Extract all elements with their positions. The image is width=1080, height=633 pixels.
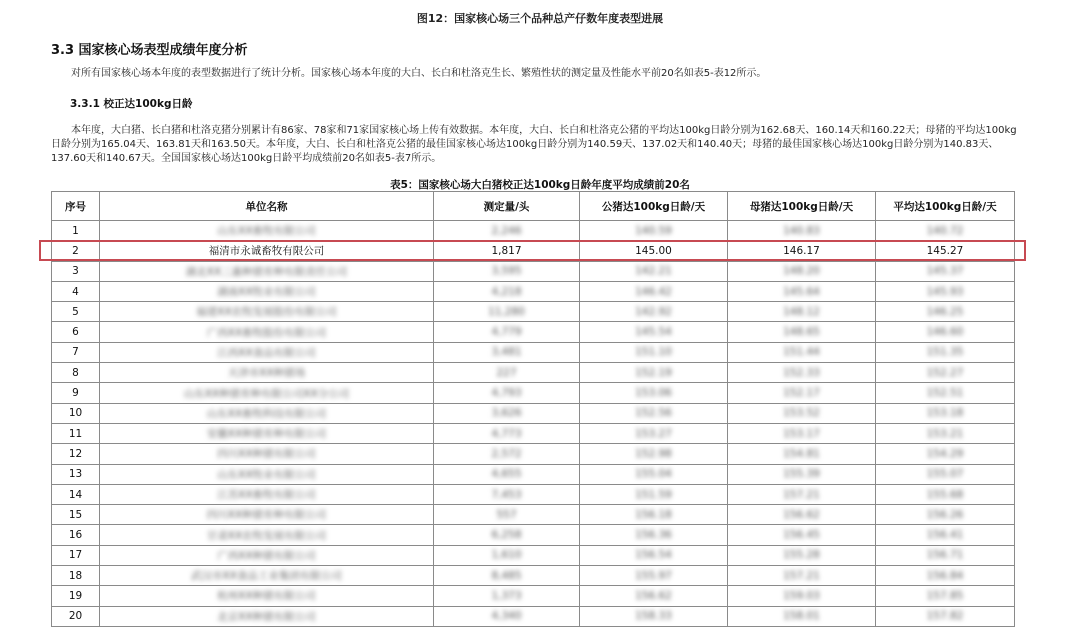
blurred-value: 152.56: [635, 407, 672, 420]
cell-unit-name: [100, 403, 434, 423]
table-row: [52, 403, 1015, 423]
blurred-value: 159.03: [783, 589, 820, 602]
table-row: [52, 423, 1015, 443]
blurred-value: 158.01: [783, 610, 820, 623]
cell-avg-days: [876, 484, 1015, 504]
blurred-value: 江西XX食品有限公司: [217, 346, 316, 359]
blurred-value: 杭州XX种猪有限公司: [217, 590, 316, 603]
cell-unit-name: [100, 586, 434, 606]
table-header-row: [52, 192, 1015, 221]
blurred-value: 140.83: [783, 224, 820, 237]
blurred-value: 151.44: [783, 346, 820, 359]
blurred-value: 7,453: [491, 488, 522, 501]
blurred-value: 151.35: [926, 346, 964, 359]
table-row: [52, 505, 1015, 525]
blurred-value: 151.10: [635, 346, 672, 359]
cell-avg-days: [876, 221, 1015, 241]
cell-sow-days: [728, 464, 876, 484]
blurred-value: 156.36: [635, 529, 672, 542]
blurred-value: 153.52: [783, 407, 820, 420]
cell-avg-days: [876, 586, 1015, 606]
cell-count: [434, 423, 580, 443]
cell-unit-name: [100, 505, 434, 525]
blurred-value: 8,485: [491, 569, 522, 582]
blurred-value: 4,793: [491, 387, 522, 400]
cell-count: [434, 403, 580, 423]
blurred-value: 156.18: [635, 508, 672, 521]
table-row: [52, 281, 1015, 301]
cell-avg-days: [876, 606, 1015, 626]
blurred-value: 北京XX种猪有限公司: [217, 610, 316, 623]
blurred-value: 天津市XX种猪场: [227, 367, 306, 380]
cell-unit-name: [100, 444, 434, 464]
cell-sow-days: [728, 281, 876, 301]
cell-rank: 19: [52, 586, 100, 606]
blurred-value: 140.72: [926, 224, 964, 237]
cell-unit-name: [100, 302, 434, 322]
intro-paragraph: 对所有国家核心场本年度的表型数据进行了统计分析。国家核心场本年度的大白、长白和杜洛克生长、繁殖性状的测定量及性能水平前20名如表5-表12所示。: [71, 68, 767, 79]
cell-unit-name: [100, 484, 434, 504]
cell-count: [434, 464, 580, 484]
cell-boar-days: [580, 383, 728, 403]
table-row: [52, 342, 1015, 362]
table-row: [52, 525, 1015, 545]
table-row: [52, 322, 1015, 342]
cell-rank: 8: [52, 363, 100, 383]
blurred-value: 156.45: [783, 529, 820, 542]
table-row: [52, 484, 1015, 504]
blurred-value: 湖南XX牧业有限公司: [217, 286, 316, 299]
cell-boar-days: [580, 586, 728, 606]
cell-boar-days: 145.00: [580, 241, 728, 261]
blurred-value: 6,258: [491, 529, 522, 542]
blurred-value: 153.21: [926, 427, 964, 440]
blurred-value: 153.06: [635, 387, 672, 400]
cell-avg-days: [876, 261, 1015, 281]
cell-sow-days: [728, 403, 876, 423]
cell-rank: 13: [52, 464, 100, 484]
cell-sow-days: [728, 383, 876, 403]
blurred-value: 152.17: [783, 387, 820, 400]
cell-rank: 4: [52, 281, 100, 301]
cell-unit-name: [100, 606, 434, 626]
cell-avg-days: [876, 383, 1015, 403]
blurred-value: 156.62: [635, 589, 672, 602]
blurred-value: 140.59: [635, 224, 672, 237]
blurred-value: 153.27: [635, 427, 672, 440]
cell-boar-days: [580, 342, 728, 362]
cell-sow-days: [728, 302, 876, 322]
cell-sow-days: [728, 423, 876, 443]
cell-boar-days: [580, 545, 728, 565]
cell-rank: 18: [52, 566, 100, 586]
blurred-value: 153.17: [783, 427, 820, 440]
blurred-value: 11,280: [488, 305, 525, 318]
blurred-value: 142.21: [635, 265, 672, 278]
cell-boar-days: [580, 403, 728, 423]
cell-sow-days: [728, 322, 876, 342]
blurred-value: 152.51: [926, 387, 964, 400]
cell-boar-days: [580, 423, 728, 443]
blurred-value: 湖北XX三惠种猪育种有限责任公司: [185, 265, 348, 278]
blurred-value: 146.42: [635, 285, 672, 298]
cell-rank: 16: [52, 525, 100, 545]
blurred-value: 4,773: [491, 427, 522, 440]
cell-boar-days: [580, 363, 728, 383]
subsection-title: 3.3.1 校正达100kg日龄: [70, 98, 193, 110]
cell-sow-days: [728, 505, 876, 525]
cell-rank: 17: [52, 545, 100, 565]
cell-boar-days: [580, 261, 728, 281]
cell-rank: 5: [52, 302, 100, 322]
cell-unit-name: [100, 363, 434, 383]
cell-count: [434, 606, 580, 626]
blurred-value: 157.85: [926, 589, 964, 602]
cell-rank: 14: [52, 484, 100, 504]
cell-avg-days: 145.27: [876, 241, 1015, 261]
table-caption: 表5：国家核心场大白猪校正达100kg日龄年度平均成绩前20名: [390, 179, 690, 191]
cell-sow-days: [728, 484, 876, 504]
blurred-value: 155.04: [635, 468, 672, 481]
cell-avg-days: [876, 403, 1015, 423]
blurred-value: 广西XX畜牧股份有限公司: [206, 326, 327, 339]
blurred-value: 157.21: [783, 569, 820, 582]
ranking-table: [51, 191, 1015, 627]
cell-count: [434, 221, 580, 241]
table-row: [52, 444, 1015, 464]
blurred-value: 157.21: [783, 488, 820, 501]
blurred-value: 227: [496, 366, 517, 379]
cell-avg-days: [876, 545, 1015, 565]
blurred-value: 四川XX种猪有限公司: [217, 448, 316, 461]
blurred-value: 155.68: [926, 488, 964, 501]
blurred-value: 山东XX种猪育种有限公司XX分公司: [183, 387, 350, 400]
blurred-value: 广西XX种猪有限公司: [217, 549, 316, 562]
table-row: [52, 221, 1015, 241]
blurred-value: 四川XX种猪育种有限公司: [206, 509, 327, 522]
blurred-value: 3,626: [491, 407, 522, 420]
table-row: [52, 545, 1015, 565]
blurred-value: 甘肃XX农牧发展有限公司: [206, 529, 327, 542]
blurred-value: 156.84: [926, 569, 964, 582]
cell-sow-days: [728, 606, 876, 626]
cell-rank: 1: [52, 221, 100, 241]
blurred-value: 山东XX畜牧有限公司: [217, 225, 316, 238]
cell-rank: 20: [52, 606, 100, 626]
blurred-value: 146.60: [926, 326, 964, 339]
cell-rank: 15: [52, 505, 100, 525]
blurred-value: 146.25: [926, 305, 964, 318]
cell-sow-days: [728, 545, 876, 565]
cell-unit-name: [100, 342, 434, 362]
cell-rank: 11: [52, 423, 100, 443]
cell-count: [434, 484, 580, 504]
blurred-value: 武汉市XX食品工业集团有限公司: [191, 570, 342, 583]
header-sow-days: 母猪达100kg日龄/天: [728, 192, 876, 221]
header-avg-days: 平均达100kg日龄/天: [876, 192, 1015, 221]
cell-count: [434, 444, 580, 464]
table-row: [52, 566, 1015, 586]
cell-boar-days: [580, 302, 728, 322]
cell-boar-days: [580, 322, 728, 342]
cell-boar-days: [580, 606, 728, 626]
cell-boar-days: [580, 281, 728, 301]
cell-unit-name: [100, 221, 434, 241]
cell-sow-days: [728, 525, 876, 545]
blurred-value: 156.26: [926, 508, 964, 521]
blurred-value: 152.98: [635, 447, 672, 460]
cell-sow-days: [728, 566, 876, 586]
cell-sow-days: [728, 363, 876, 383]
cell-rank: 9: [52, 383, 100, 403]
blurred-value: 江苏XX畜牧有限公司: [217, 489, 316, 501]
blurred-value: 155.97: [635, 569, 672, 582]
blurred-value: 156.62: [783, 508, 820, 521]
blurred-value: 151.59: [635, 488, 672, 501]
blurred-value: 1,610: [491, 549, 522, 562]
cell-rank: 10: [52, 403, 100, 423]
cell-count: [434, 322, 580, 342]
cell-avg-days: [876, 505, 1015, 525]
header-boar-days: 公猪达100kg日龄/天: [580, 192, 728, 221]
header-rank: 序号: [52, 192, 100, 221]
cell-avg-days: [876, 423, 1015, 443]
cell-avg-days: [876, 281, 1015, 301]
cell-avg-days: [876, 525, 1015, 545]
cell-avg-days: [876, 363, 1015, 383]
blurred-value: 山东XX牧业有限公司: [217, 468, 316, 481]
blurred-value: 2,572: [491, 447, 522, 460]
cell-avg-days: [876, 302, 1015, 322]
header-unit-name: 单位名称: [100, 192, 434, 221]
cell-boar-days: [580, 505, 728, 525]
blurred-value: 4,218: [491, 285, 522, 298]
cell-boar-days: [580, 566, 728, 586]
cell-boar-days: [580, 484, 728, 504]
cell-unit-name: [100, 383, 434, 403]
cell-sow-days: [728, 221, 876, 241]
cell-unit-name: [100, 281, 434, 301]
table-row: [52, 363, 1015, 383]
figure-caption: 图12：国家核心场三个品种总产仔数年度表型进展: [416, 12, 664, 25]
blurred-value: 154.81: [783, 447, 820, 460]
cell-unit-name: [100, 525, 434, 545]
blurred-value: 142.92: [635, 305, 672, 318]
blurred-value: 148.12: [783, 305, 820, 318]
blurred-value: 155.07: [926, 468, 964, 481]
blurred-value: 145.54: [635, 326, 672, 339]
cell-rank: 6: [52, 322, 100, 342]
blurred-value: 145.64: [783, 285, 820, 298]
cell-sow-days: 146.17: [728, 241, 876, 261]
cell-avg-days: [876, 444, 1015, 464]
blurred-value: 155.28: [783, 549, 820, 562]
table-row: [52, 261, 1015, 281]
cell-unit-name: 福清市永诚畜牧有限公司: [100, 241, 434, 261]
cell-boar-days: [580, 525, 728, 545]
blurred-value: 152.19: [635, 366, 672, 379]
blurred-value: 福建XX农牧发展股份有限公司: [196, 306, 337, 319]
blurred-value: 152.27: [926, 366, 964, 379]
cell-unit-name: [100, 261, 434, 281]
cell-avg-days: [876, 566, 1015, 586]
table-row: [52, 383, 1015, 403]
cell-count: [434, 261, 580, 281]
body-paragraph: 本年度，大白猪、长白猪和杜洛克猪分别累计有86家、78家和71家国家核心场上传有效数据。本年度，大白、长白和杜洛克公猪的平均达100kg日龄分别为162.68天、160.14天和160.22天；母猪的平均达100kg日龄分别为165.04天、163.81天和163.50天。本年度，大白、长白和杜洛克公猪的最佳国家核心场达100kg日龄分别为140.59天、137.02天和140.40天；母猪的最佳国家核心场达100kg日龄分别为140.83天、137.60天和140.67天。全国国家核心场达100kg日龄平均成绩前20名如表5-表7所示。: [51, 125, 1017, 164]
table-row: [52, 464, 1015, 484]
blurred-value: 153.18: [926, 407, 964, 420]
cell-count: [434, 342, 580, 362]
cell-count: [434, 383, 580, 403]
cell-unit-name: [100, 423, 434, 443]
cell-avg-days: [876, 342, 1015, 362]
cell-count: [434, 586, 580, 606]
blurred-value: 安徽XX种猪育种有限公司: [206, 428, 327, 441]
cell-count: 1,817: [434, 241, 580, 261]
cell-rank: 3: [52, 261, 100, 281]
blurred-value: 3,595: [491, 265, 522, 278]
blurred-value: 1,373: [491, 589, 522, 602]
blurred-value: 4,655: [491, 468, 522, 481]
blurred-value: 4,779: [491, 326, 522, 339]
cell-rank: 2: [52, 241, 100, 261]
cell-count: [434, 302, 580, 322]
cell-count: [434, 566, 580, 586]
table-row: [52, 586, 1015, 606]
cell-count: [434, 545, 580, 565]
section-title: 3.3 国家核心场表型成绩年度分析: [51, 43, 248, 58]
cell-boar-days: [580, 221, 728, 241]
blurred-value: 山东XX畜牧科技有限公司: [206, 407, 327, 420]
table-row-highlighted: [52, 241, 1015, 261]
cell-avg-days: [876, 322, 1015, 342]
cell-boar-days: [580, 444, 728, 464]
cell-rank: 12: [52, 444, 100, 464]
blurred-value: 557: [496, 508, 517, 521]
blurred-value: 158.33: [635, 610, 672, 623]
blurred-value: 156.41: [926, 529, 964, 542]
cell-sow-days: [728, 261, 876, 281]
cell-count: [434, 505, 580, 525]
cell-unit-name: [100, 322, 434, 342]
blurred-value: 3,481: [491, 346, 522, 359]
blurred-value: 4,340: [491, 610, 522, 623]
blurred-value: 148.65: [783, 326, 820, 339]
blurred-value: 154.29: [926, 447, 964, 460]
cell-sow-days: [728, 444, 876, 464]
table-row: [52, 606, 1015, 626]
cell-sow-days: [728, 342, 876, 362]
cell-sow-days: [728, 586, 876, 606]
blurred-value: 2,246: [491, 224, 522, 237]
blurred-value: 152.33: [783, 366, 820, 379]
cell-unit-name: [100, 464, 434, 484]
header-count: 测定量/头: [434, 192, 580, 221]
cell-rank: 7: [52, 342, 100, 362]
cell-count: [434, 525, 580, 545]
cell-avg-days: [876, 464, 1015, 484]
cell-boar-days: [580, 464, 728, 484]
cell-unit-name: [100, 566, 434, 586]
blurred-value: 156.71: [926, 549, 964, 562]
blurred-value: 157.82: [926, 610, 964, 623]
blurred-value: 156.54: [635, 549, 672, 562]
blurred-value: 148.20: [783, 265, 820, 278]
cell-count: [434, 281, 580, 301]
cell-unit-name: [100, 545, 434, 565]
blurred-value: 145.93: [926, 285, 964, 298]
cell-count: [434, 363, 580, 383]
table-row: [52, 302, 1015, 322]
blurred-value: 145.37: [926, 265, 964, 278]
blurred-value: 155.39: [783, 468, 820, 481]
